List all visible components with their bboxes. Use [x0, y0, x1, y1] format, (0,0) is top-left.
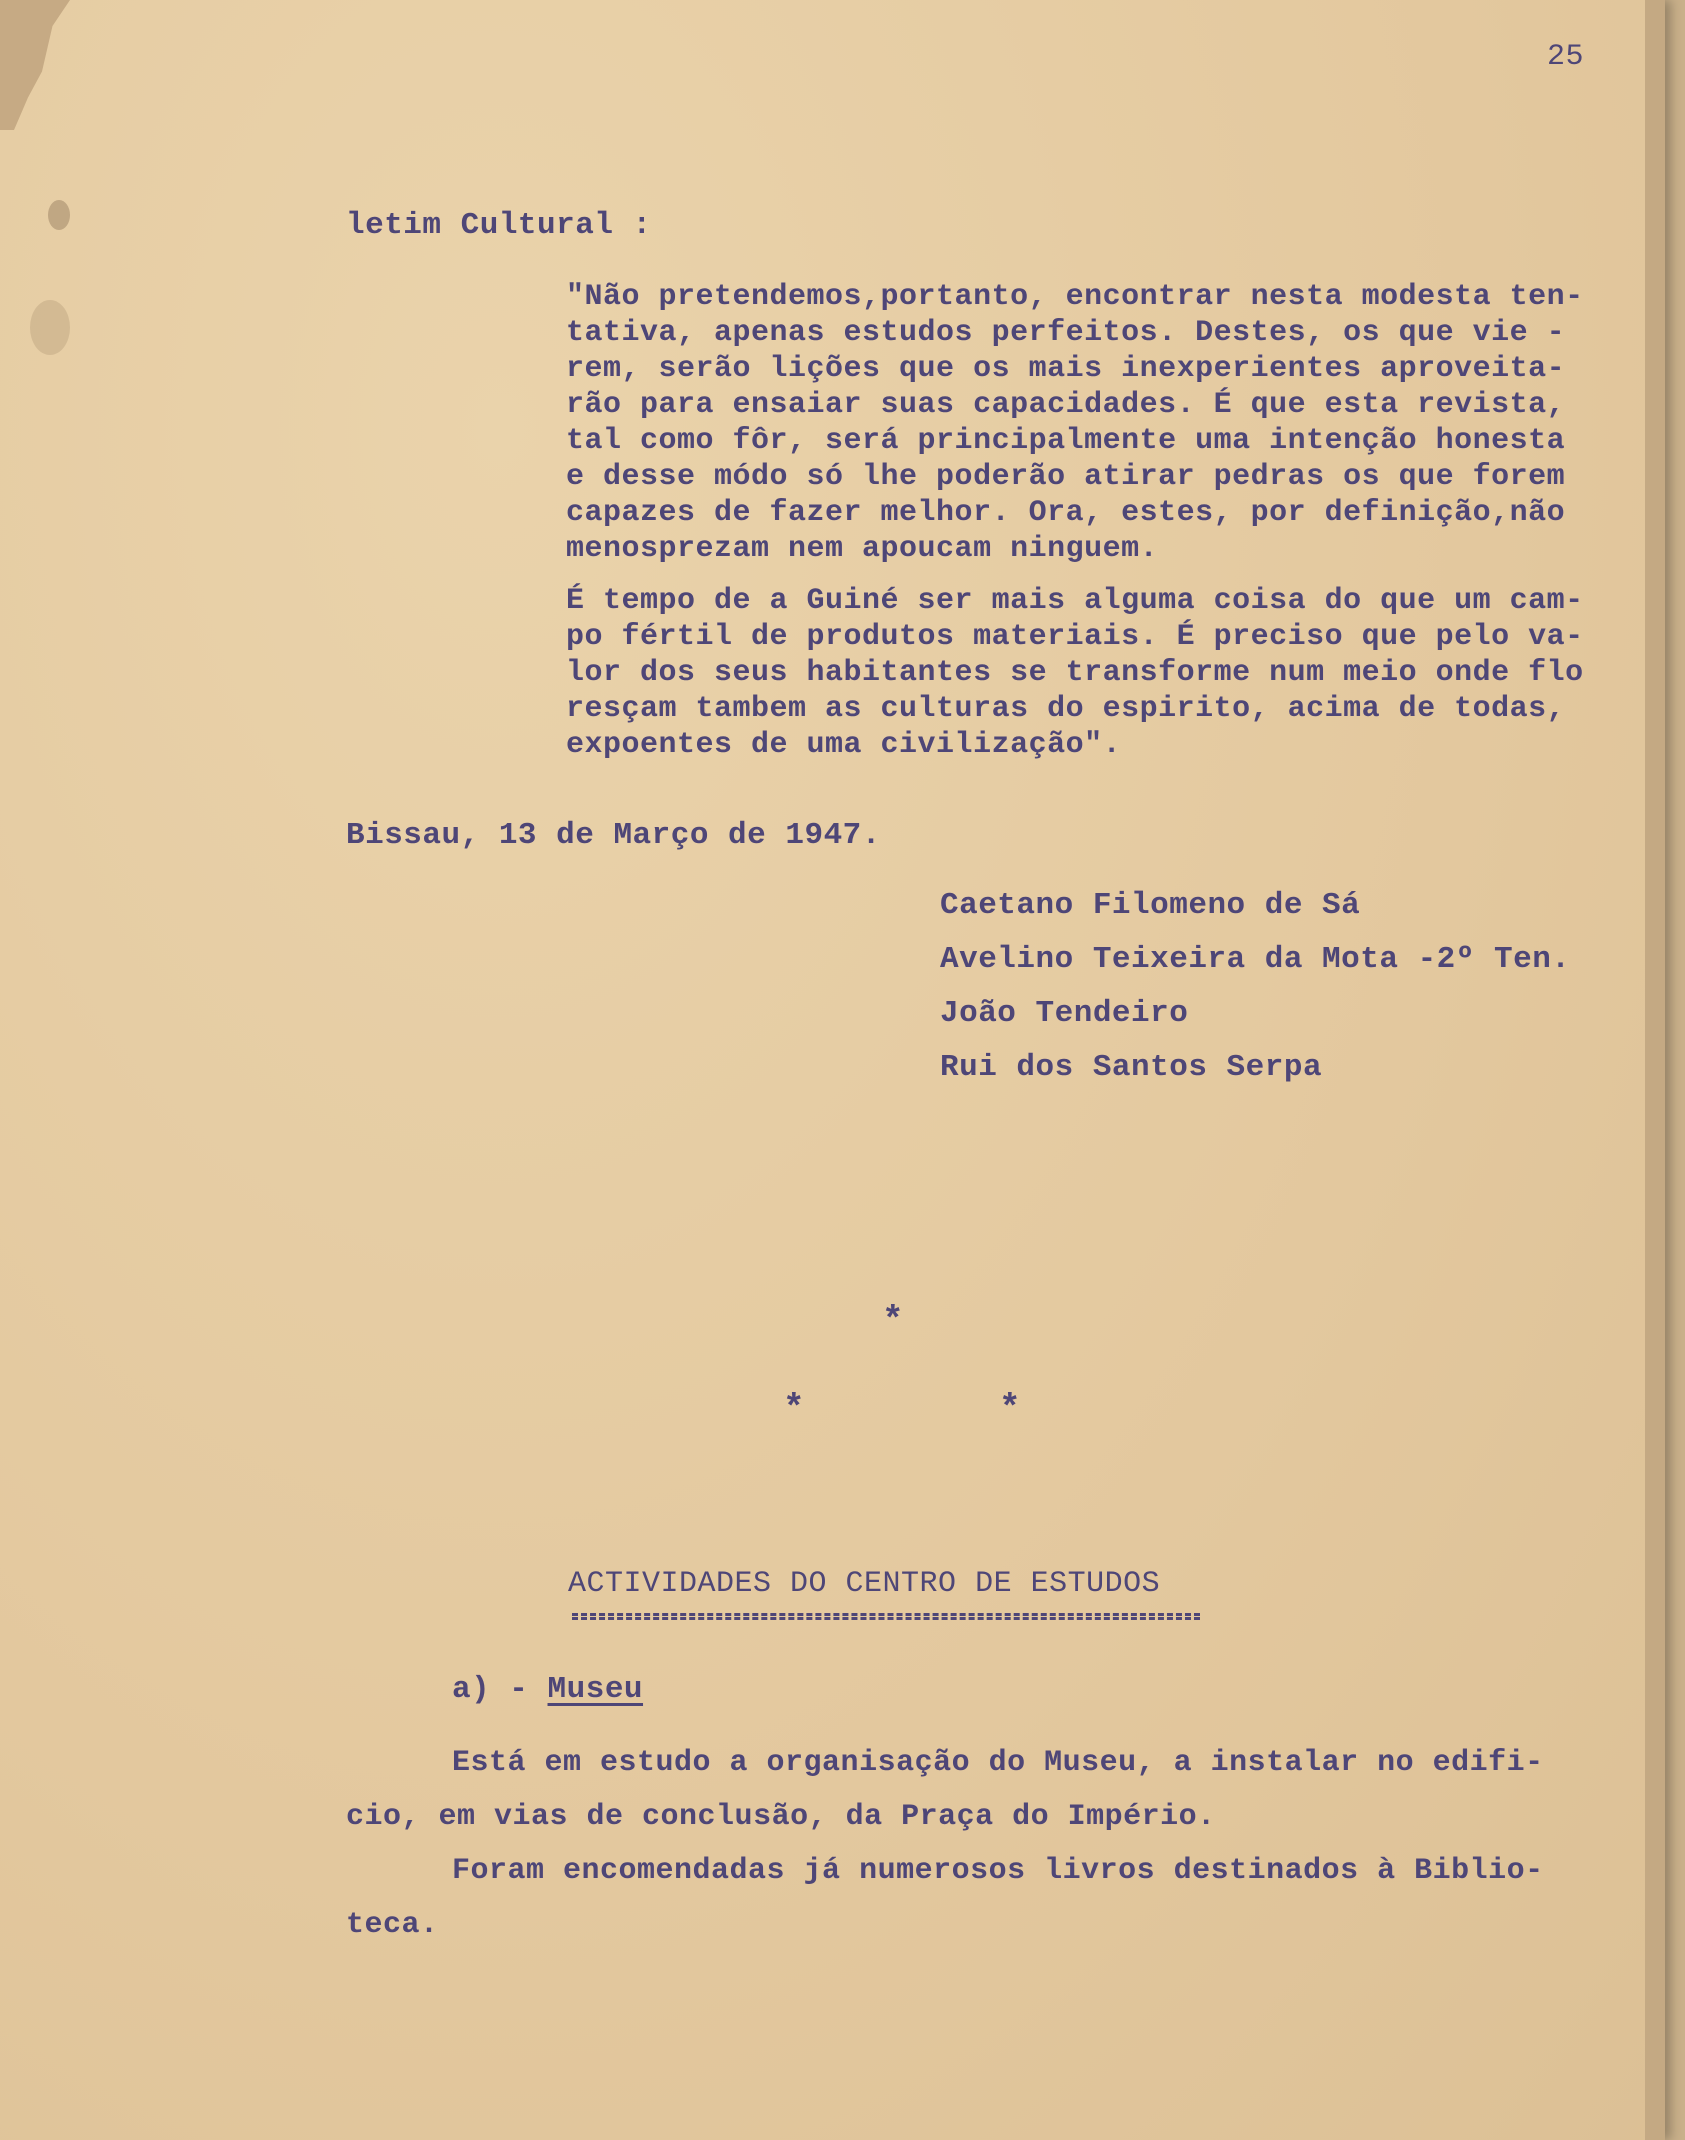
body-line: Foram encomendadas já numerosos livros destinados à Biblio- [452, 1854, 1544, 1888]
signatory: Avelino Teixeira da Mota -2º Ten. [940, 942, 1571, 977]
ink-stain [48, 200, 70, 230]
page-edge [1645, 0, 1665, 2140]
body-line: teca. [346, 1908, 439, 1942]
signatory: Rui dos Santos Serpa [940, 1050, 1323, 1085]
body-line: cio, em vias de conclusão, da Praça do Império. [346, 1800, 1216, 1834]
quote-line: resçam tambem as culturas do espirito, acima de todas, [566, 692, 1566, 726]
subsection-label: Museu [547, 1672, 644, 1707]
ornament-asterisk: * [783, 1388, 806, 1429]
quote-line: capazes de fazer melhor. Ora, estes, por definição,não [566, 496, 1566, 530]
subsection-prefix: a) - [452, 1672, 548, 1707]
quote-line: menosprezam nem apoucam ninguem. [566, 532, 1159, 566]
quote-line: expoentes de uma civilização". [566, 728, 1122, 762]
signatory: Caetano Filomeno de Sá [940, 888, 1361, 923]
quote-line: tativa, apenas estudos perfeitos. Destes, os que vie - [566, 316, 1566, 350]
quote-line: lor dos seus habitantes se transforme num meio onde flo [566, 656, 1584, 690]
dateline: Bissau, 13 de Março de 1947. [346, 818, 881, 853]
signatory: João Tendeiro [940, 996, 1189, 1031]
quote-line: "Não pretendemos,portanto, encontrar nesta modesta ten- [566, 280, 1584, 314]
quote-line: rão para ensaiar suas capacidades. É que esta revista, [566, 388, 1566, 422]
page-number: 25 [1547, 40, 1585, 74]
ornament-asterisk: * [999, 1388, 1022, 1429]
subsection-heading [452, 1672, 643, 1707]
quote-line: po fértil de produtos materiais. É preciso que pelo va- [566, 620, 1584, 654]
body-line: Está em estudo a organisação do Museu, a instalar no edifi- [452, 1746, 1544, 1780]
ink-stain [30, 300, 70, 355]
ornament-asterisk: * [882, 1300, 905, 1341]
activities-title: ACTIVIDADES DO CENTRO DE ESTUDOS [568, 1567, 1161, 1601]
quote-line: rem, serão lições que os mais inexperientes aproveita- [566, 352, 1566, 386]
section-heading: letim Cultural : [346, 208, 652, 243]
torn-corner [0, 0, 70, 130]
quote-line: e desse módo só lhe poderão atirar pedras os que forem [566, 460, 1566, 494]
quote-line: É tempo de a Guiné ser mais alguma coisa do que um cam- [566, 584, 1584, 618]
quote-line: tal como fôr, será principalmente uma intenção honesta [566, 424, 1566, 458]
title-double-rule [572, 1613, 1200, 1620]
